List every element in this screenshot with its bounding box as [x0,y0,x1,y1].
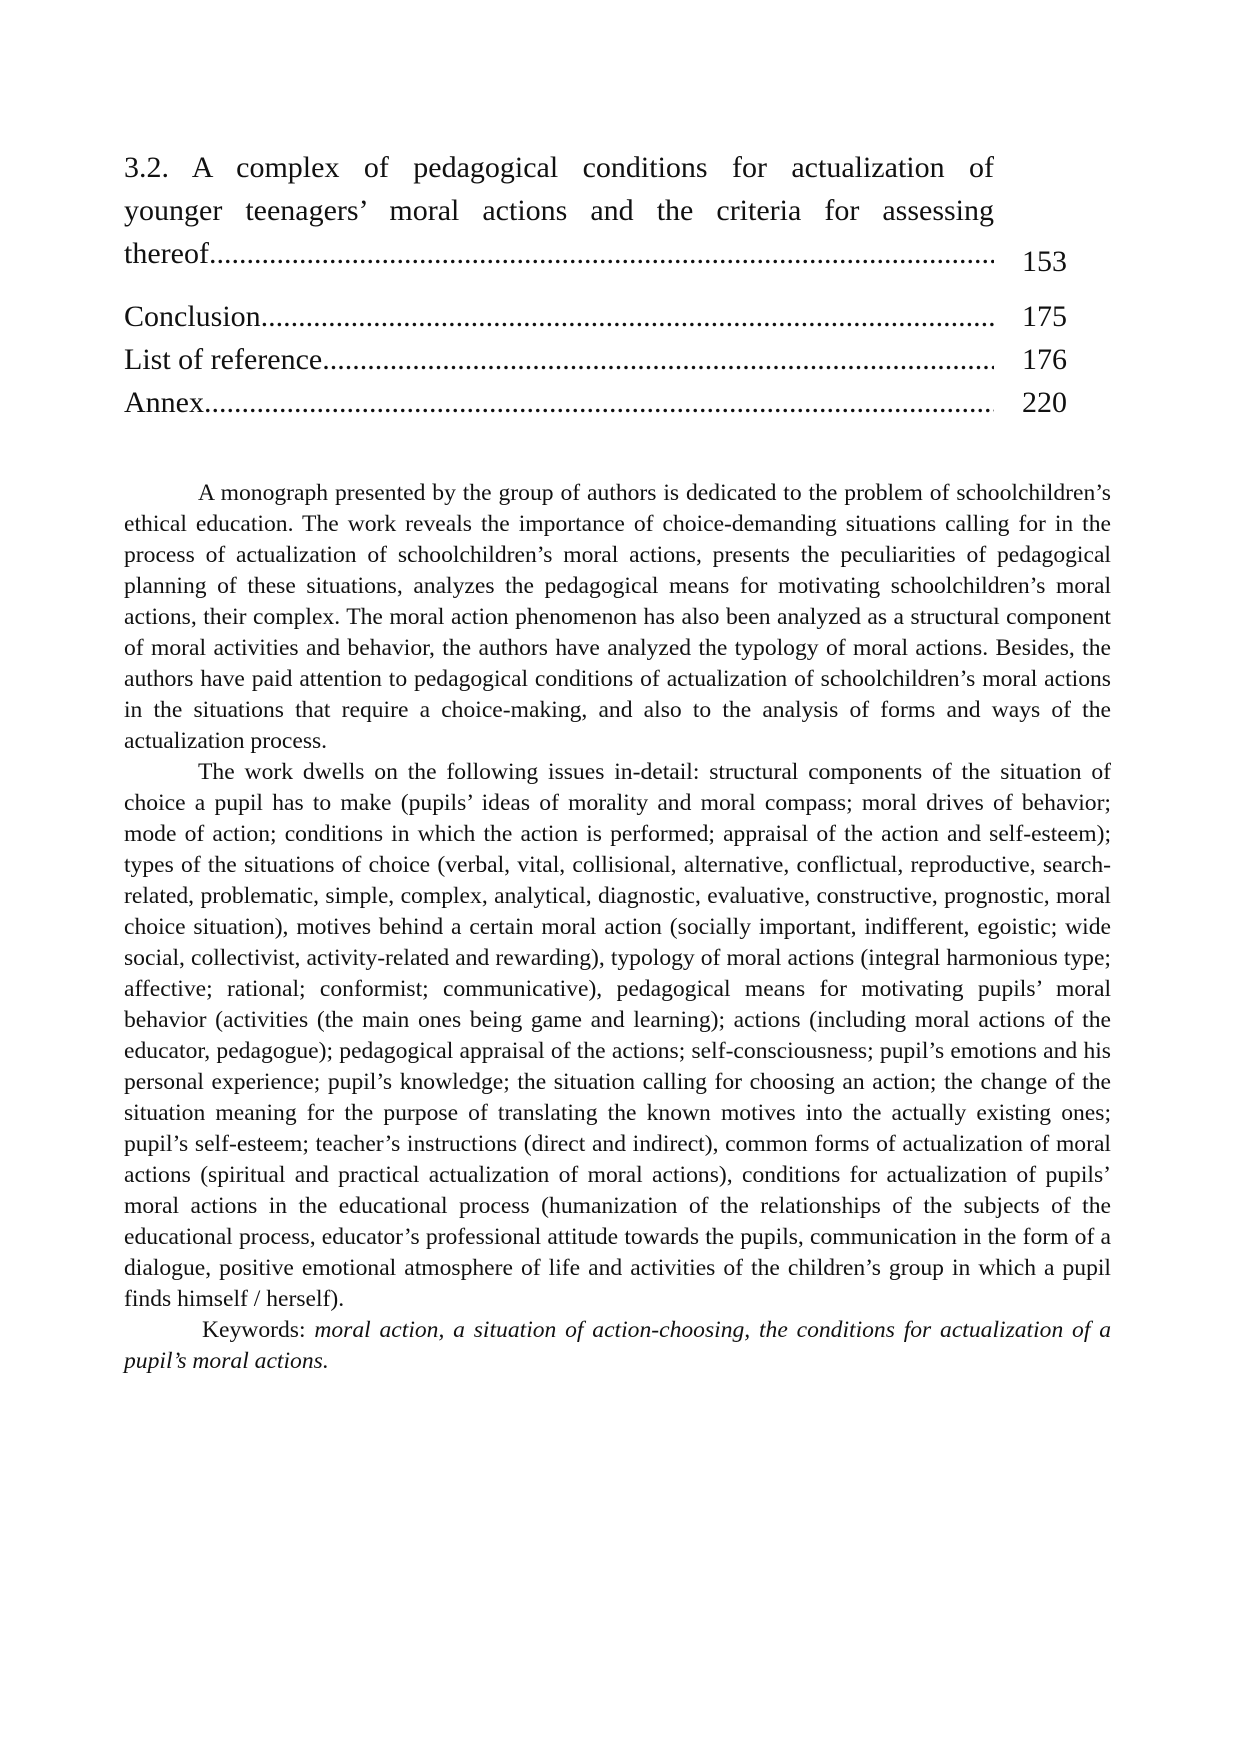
toc-page-number: 153 [1022,245,1067,278]
table-of-contents [124,146,1074,424]
toc-title-line-2: younger teenagers’ moral actions and the criteria for assessing [124,194,994,227]
keywords-label: Keywords: [202,1317,315,1343]
abstract-paragraph-2: The work dwells on the following issues in-detail: structural components of the situation of choice a pupil has to make (pupils’ ideas of morality and moral compass; moral drives of behavior; mode of action; conditions in which the action is performed; appraisal of the action and self-esteem); types of the situations of choice (verbal, vital, collisional, alternative, conflictual, reproductive, search-related, problematic, simple, complex, analytical, diagnostic, evaluative, constructive, prognostic, moral choice situation), motives behind a certain moral action (socially important, indifferent, egoistic; wide social, collectivist, activity-related and rewarding), typology of moral actions (integral harmonious type; affective; rational; conformist; communicative), pedagogical means for motivating pupils’ moral behavior (activities (the main ones being game and learning); actions (including moral actions of the educator, pedagogue); pedagogical appraisal of the actions; self-consciousness; pupil’s emotions and his personal experience; pupil’s knowledge; the situation calling for choosing an action; the change of the situation meaning for the purpose of translating the known motives into the actually existing ones; pupil’s self-esteem; teacher’s instructions (direct and indirect), common forms of actualization of moral actions (spiritual and practical actualization of moral actions), conditions for actualization of pupils’ moral actions in the educational process (humanization of the relationships of the subjects of the educational process, educator’s professional attitude towards the pupils, communication in the form of a dialogue, positive emotional atmosphere of life and activities of the children’s group in which a pupil finds himself / herself). [124,759,1111,1312]
toc-entry-title [124,381,994,424]
toc-title-line-1: 3.2. A complex of pedagogical conditions for actualization of [124,151,994,184]
toc-title: Conclusion [124,300,261,333]
keywords-paragraph [124,1315,1111,1377]
toc-page-number: 176 [1022,343,1067,376]
toc-title: Annex [124,386,204,419]
toc-entry-list-of-reference[interactable] [124,338,1074,381]
toc-entry-section-3-2[interactable] [124,146,1074,278]
toc-entry-conclusion[interactable] [124,295,1074,338]
toc-leader-dots [322,343,994,376]
toc-entry-annex[interactable] [124,381,1074,424]
toc-title: List of reference [124,343,323,376]
toc-entry-title [124,295,994,338]
toc-leader-dots [204,386,994,419]
toc-entry-title [124,146,994,275]
abstract-paragraph-1: A monograph presented by the group of authors is dedicated to the problem of schoolchildren’s ethical education. The work reveals the importance of choice-demanding situations calling for in the process of actualization of schoolchildren’s moral actions, presents the peculiarities of pedagogical planning of these situations, analyzes the pedagogical means for motivating schoolchildren’s moral actions, their complex. The moral action phenomenon has also been analyzed as a structural component of moral activities and behavior, the authors have analyzed the typology of moral actions. Besides, the authors have paid attention to pedagogical conditions of actualization of schoolchildren’s moral actions in the situations that require a choice-making, and also to the analysis of forms and ways of the actualization process. [124,480,1111,754]
toc-leader-dots [209,237,994,270]
abstract [124,478,1111,1377]
toc-spacer [124,275,1074,295]
toc-title-line-3 [124,232,994,275]
keywords-value: moral action, a situation of action-choosing, the conditions for actualization of a pupil’s moral actions. [124,1317,1111,1374]
toc-page-number: 175 [1022,300,1067,333]
toc-entry-title [124,338,994,381]
toc-leader-dots [261,300,994,333]
toc-page-number: 220 [1022,386,1067,419]
toc-title-last-word: thereof [124,237,209,270]
